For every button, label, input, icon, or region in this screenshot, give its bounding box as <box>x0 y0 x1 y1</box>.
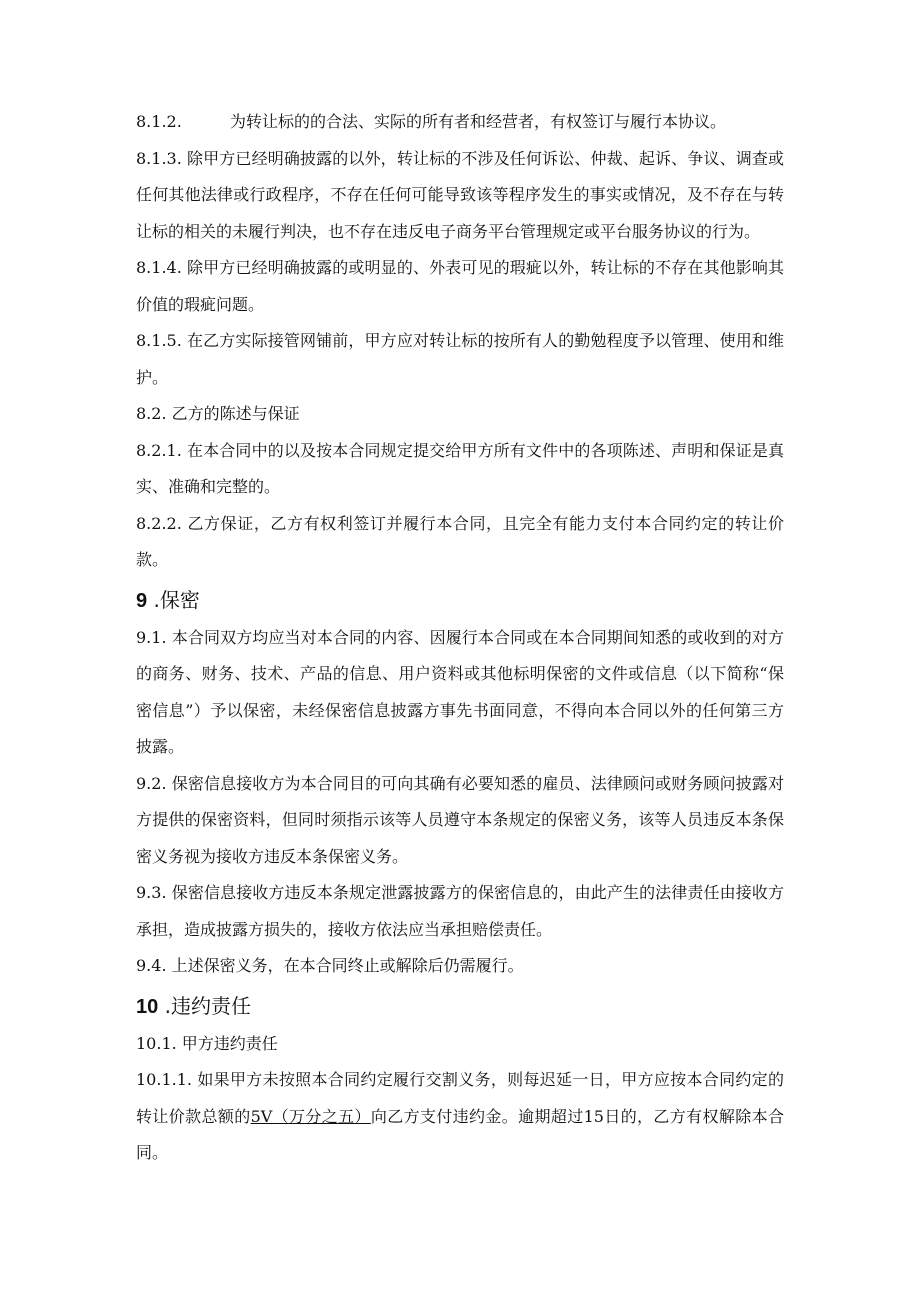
clause-8-2-1: 8.2.1. 在本合同中的以及按本合同规定提交给甲方所有文件中的各项陈述、声明和保证是真实、准确和完整的。 <box>136 440 784 496</box>
clause-number: 8.1.2. <box>136 112 182 131</box>
clause-10-1: 10.1. 甲方违约责任 <box>136 1033 278 1053</box>
clause-8-2-2: 8.2.2. 乙方保证，乙方有权利签订并履行本合同，且完全有能力支付本合同约定的转让价款。 <box>136 513 784 569</box>
clause-text: 为转让标的的合法、实际的所有者和经营者，有权签订与履行本协议。 <box>230 112 727 131</box>
clause-9-1: 9.1. 本合同双方均应当对本合同的内容、因履行本合同或在本合同期间知悉的或收到的对方的商务、财务、技术、产品的信息、用户资料或其他标明保密的文件或信息（以下简称“保密信息”）予以保密，未经保密信息披露方事先书面同意，不得向本合同以外的任何第三方披露。 <box>136 627 784 756</box>
document-body <box>136 104 784 1172</box>
clause-9-4: 9.4. 上述保密义务，在本合同终止或解除后仍需履行。 <box>136 956 524 975</box>
section-10-heading <box>136 987 784 1026</box>
penalty-rate: 5V（万分之五） <box>250 1106 371 1126</box>
clause-8-1-4: 8.1.4. 除甲方已经明确披露的或明显的、外表可见的瑕疵以外，转让标的不存在其他影响其价值的瑕疵问题。 <box>136 258 784 314</box>
section-title: .违约责任 <box>164 993 251 1018</box>
section-title: .保密 <box>153 587 200 612</box>
section-9-heading <box>136 581 784 620</box>
clause-text-before: 10.1.1. 如果甲方未按照本合同约定履行交割义务，则每迟延一日，甲方应按本合同约定的转让价款总额的 <box>136 1070 784 1126</box>
section-number: 9 <box>136 589 148 612</box>
clause-text-after: 向乙方支付违约金。逾期超过15日的，乙方有权解除本合同。 <box>136 1106 784 1162</box>
clause-9-2: 9.2. 保密信息接收方为本合同目的可向其确有必要知悉的雇员、法律顾问或财务顾问披露对方提供的保密资料，但同时须指示该等人员遵守本条规定的保密义务，该等人员违反本条保密义务视为接收方违反本条保密义务。 <box>136 773 784 866</box>
clause-10-1-1 <box>136 1062 784 1172</box>
clause-8-2: 8.2. 乙方的陈述与保证 <box>136 404 300 423</box>
section-number: 10 <box>136 995 159 1018</box>
clause-8-1-5: 8.1.5. 在乙方实际接管网铺前，甲方应对转让标的按所有人的勤勉程度予以管理、使用和维护。 <box>136 331 784 387</box>
clause-9-3: 9.3. 保密信息接收方违反本条规定泄露披露方的保密信息的，由此产生的法律责任由接收方承担，造成披露方损失的，接收方依法应当承担赔偿责任。 <box>136 883 784 939</box>
clause-8-1-2 <box>136 104 784 141</box>
clause-8-1-3: 8.1.3. 除甲方已经明确披露的以外，转让标的不涉及任何诉讼、仲裁、起诉、争议、调查或任何其他法律或行政程序，不存在任何可能导致该等程序发生的事实或情况，及不存在与转让标的相关的未履行判决，也不存在违反电子商务平台管理规定或平台服务协议的行为。 <box>136 148 784 241</box>
